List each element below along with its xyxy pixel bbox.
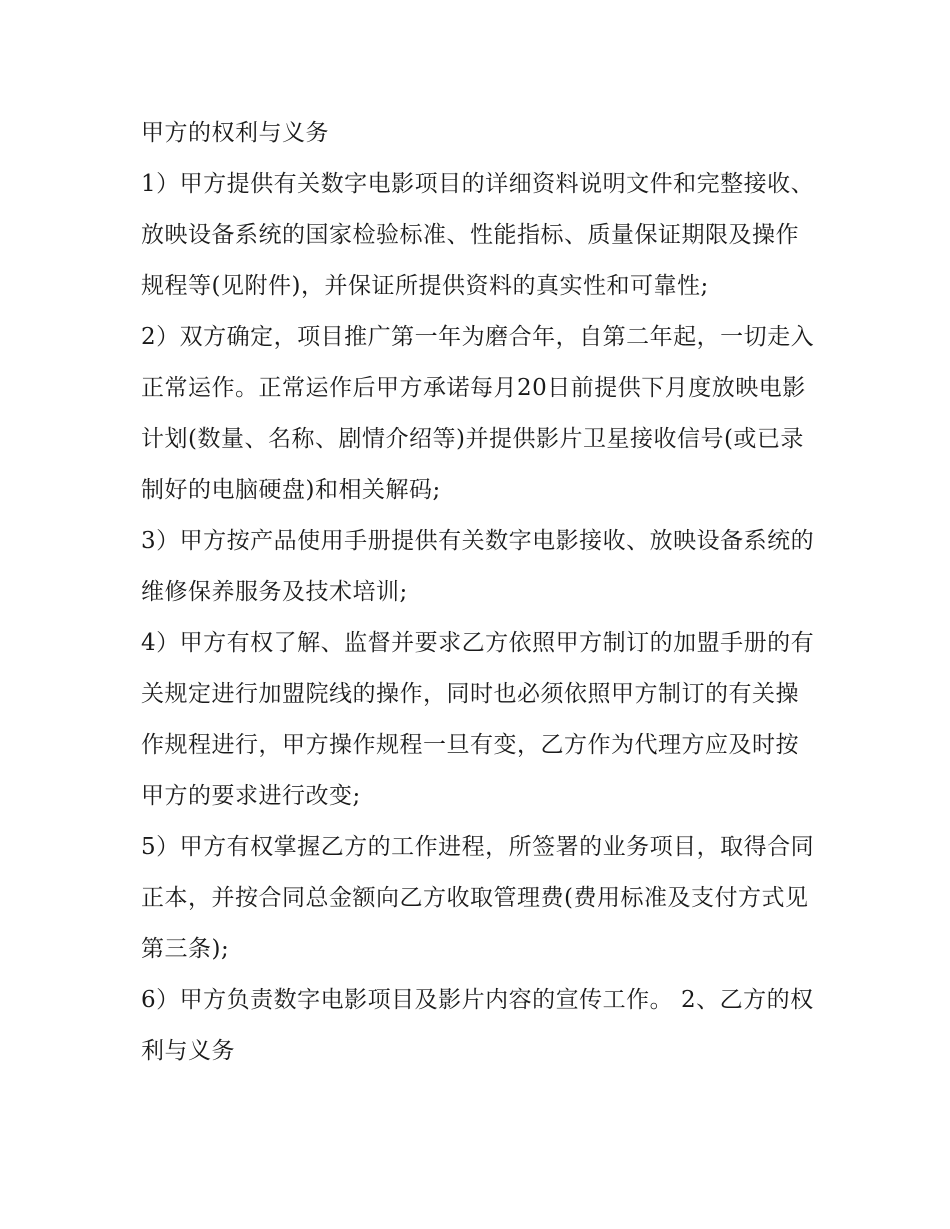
clause-6: 6）甲方负责数字电影项目及影片内容的宣传工作。 2、乙方的权利与义务	[141, 987, 814, 1064]
clause-3: 3）甲方按产品使用手册提供有关数字电影接收、放映设备系统的维修保养服务及技术培训;	[141, 528, 815, 605]
clause-5: 5）甲方有权掌握乙方的工作进程，所签署的业务项目，取得合同正本，并按合同总金额向乙方收取管理费(费用标准及支付方式见第三条);	[141, 834, 815, 962]
clause-1: 1）甲方提供有关数字电影项目的详细资料说明文件和完整接收、放映设备系统的国家检验标准、性能指标、质量保证期限及操作规程等(见附件)，并保证所提供资料的真实性和可靠性;	[141, 171, 815, 299]
clause-2: 2）双方确定，项目推广第一年为磨合年，自第二年起，一切走入正常运作。正常运作后甲方承诺每月20日前提供下月度放映电影计划(数量、名称、剧情介绍等)并提供影片卫星接收信号(或已录制好的电脑硬盘)和相关解码;	[141, 324, 815, 503]
document-body	[141, 108, 821, 1077]
clause-4: 4）甲方有权了解、监督并要求乙方依照甲方制订的加盟手册的有关规定进行加盟院线的操作，同时也必须依照甲方制订的有关操作规程进行，甲方操作规程一旦有变，乙方作为代理方应及时按甲方的要求进行改变;	[141, 630, 815, 809]
section-heading: 甲方的权利与义务	[141, 120, 329, 146]
